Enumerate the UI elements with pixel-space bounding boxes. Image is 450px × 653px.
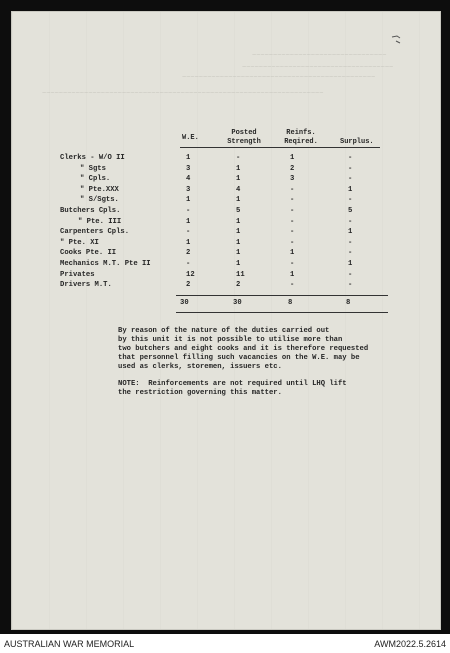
cell-we: 3: [186, 185, 191, 194]
explanation-line: used as clerks, storemen, issuers etc.: [118, 363, 282, 371]
total-posted: 30: [233, 299, 242, 307]
row-label: " Cpls.: [80, 175, 111, 184]
cell-we: 1: [186, 238, 191, 247]
footer-source-label: AUSTRALIAN WAR MEMORIAL: [4, 639, 135, 649]
cell-posted: 1: [236, 260, 241, 268]
cell-posted: 1: [236, 196, 241, 205]
explanation-line: by this unit it is not possible to utilise more than: [118, 336, 343, 344]
cell-posted: 1: [236, 217, 241, 226]
cell-reinfs: -: [290, 281, 295, 290]
cell-we: 1: [186, 217, 191, 226]
note-line: NOTE: Reinforcements are not required until LHQ lift: [118, 380, 347, 388]
row-label: " Sgts: [80, 164, 106, 173]
cell-we: -: [186, 228, 191, 237]
header-posted-strength: Posted Strength: [227, 129, 261, 146]
explanation-line: By reason of the nature of the duties carried out: [118, 327, 330, 335]
cell-posted: 11: [236, 270, 245, 279]
cell-reinfs: 3: [290, 175, 295, 184]
row-label: Clerks - W/O II: [60, 154, 125, 162]
explanation-line: two butchers and eight cooks and it is therefore requested: [118, 345, 369, 353]
cell-posted: 1: [236, 228, 241, 237]
cell-surplus: 1: [348, 185, 353, 194]
cell-surplus: -: [348, 238, 353, 247]
bleed-through-text: ~~~~~~~~~~~~~~~~~~~~~~~~~~~~~~~~~~~~: [242, 64, 394, 72]
cell-we: 12: [186, 270, 195, 279]
header-surplus: Surplus.: [340, 138, 374, 146]
row-label: " Pte.XXX: [80, 185, 119, 194]
footer-bar: [0, 634, 450, 653]
cell-reinfs: 1: [290, 249, 295, 258]
row-label: Privates: [60, 270, 95, 279]
cell-reinfs: 1: [290, 270, 295, 279]
row-label: Carpenters Cpls.: [60, 228, 130, 237]
cell-surplus: 1: [348, 260, 353, 268]
cell-posted: 4: [236, 185, 241, 194]
cell-reinfs: -: [290, 196, 295, 205]
cell-posted: 5: [236, 207, 241, 215]
cell-posted: 1: [236, 238, 241, 247]
cell-surplus: -: [348, 164, 353, 173]
cell-reinfs: 2: [290, 164, 295, 173]
row-label: Mechanics M.T. Pte II: [60, 260, 151, 268]
bleed-through-text: ~~~~~~~~~~~~~~~~~~~~~~~~~~~~~~~~: [252, 52, 387, 60]
cell-reinfs: -: [290, 217, 295, 226]
cell-posted: 1: [236, 175, 241, 184]
explanation-line: that personnel filling such vacancies on the W.E. may be: [118, 354, 360, 362]
cell-we: 1: [186, 154, 191, 162]
cell-surplus: -: [348, 154, 353, 162]
cell-we: 2: [186, 281, 191, 290]
cell-reinfs: -: [290, 238, 295, 247]
footer-reference-id: AWM2022.5.2614: [374, 639, 446, 649]
cell-surplus: -: [348, 249, 353, 258]
cell-we: 4: [186, 175, 191, 184]
cell-posted: 1: [236, 249, 241, 258]
row-label: Drivers M.T.: [60, 281, 112, 290]
total-surplus: 8: [346, 299, 351, 307]
cell-reinfs: -: [290, 185, 295, 194]
row-label: " Pte. III: [78, 217, 122, 226]
cell-we: 3: [186, 164, 191, 173]
row-label: Butchers Cpls.: [60, 207, 121, 215]
row-label: " Pte. XI: [60, 238, 99, 247]
cell-posted: 1: [236, 164, 241, 173]
bleed-through-text: ~~~~~~~~~~~~~~~~~~~~~~~~~~~~~~~~~~~~~~~~~~~~~~: [182, 74, 376, 82]
bleed-through-text: ~~~~~~~~~~~~~~~~~~~~~~~~~~~~~~~~~~~~~~~~~~~~~~~~~~~~~~~~~~~~~~~~~~~: [42, 90, 324, 98]
header-reinfs-required: Reinfs. Reqired.: [284, 129, 318, 146]
cell-surplus: -: [348, 270, 353, 279]
cell-surplus: 5: [348, 207, 353, 215]
pencil-mark-icon: [390, 34, 402, 46]
cell-surplus: -: [348, 217, 353, 226]
total-reinfs: 8: [288, 299, 293, 307]
row-label: Cooks Pte. II: [60, 249, 117, 258]
cell-posted: -: [236, 154, 241, 162]
cell-surplus: 1: [348, 228, 353, 237]
cell-surplus: -: [348, 281, 353, 290]
cell-reinfs: -: [290, 228, 295, 237]
totals-rule-top: [176, 295, 388, 296]
cell-we: -: [186, 260, 191, 268]
header-we: W.E.: [182, 134, 199, 142]
cell-surplus: -: [348, 196, 353, 205]
cell-we: -: [186, 207, 191, 215]
note-line: the restriction governing this matter.: [118, 389, 282, 397]
cell-reinfs: -: [290, 207, 295, 215]
row-label: " S/Sgts.: [80, 196, 119, 205]
total-we: 30: [180, 299, 189, 307]
document-page: [11, 11, 441, 630]
cell-we: 1: [186, 196, 191, 205]
cell-posted: 2: [236, 281, 241, 290]
cell-reinfs: -: [290, 260, 295, 268]
cell-reinfs: 1: [290, 154, 295, 162]
totals-rule-bottom: [176, 312, 388, 313]
cell-surplus: -: [348, 175, 353, 184]
cell-we: 2: [186, 249, 191, 258]
header-rule: [180, 147, 380, 148]
